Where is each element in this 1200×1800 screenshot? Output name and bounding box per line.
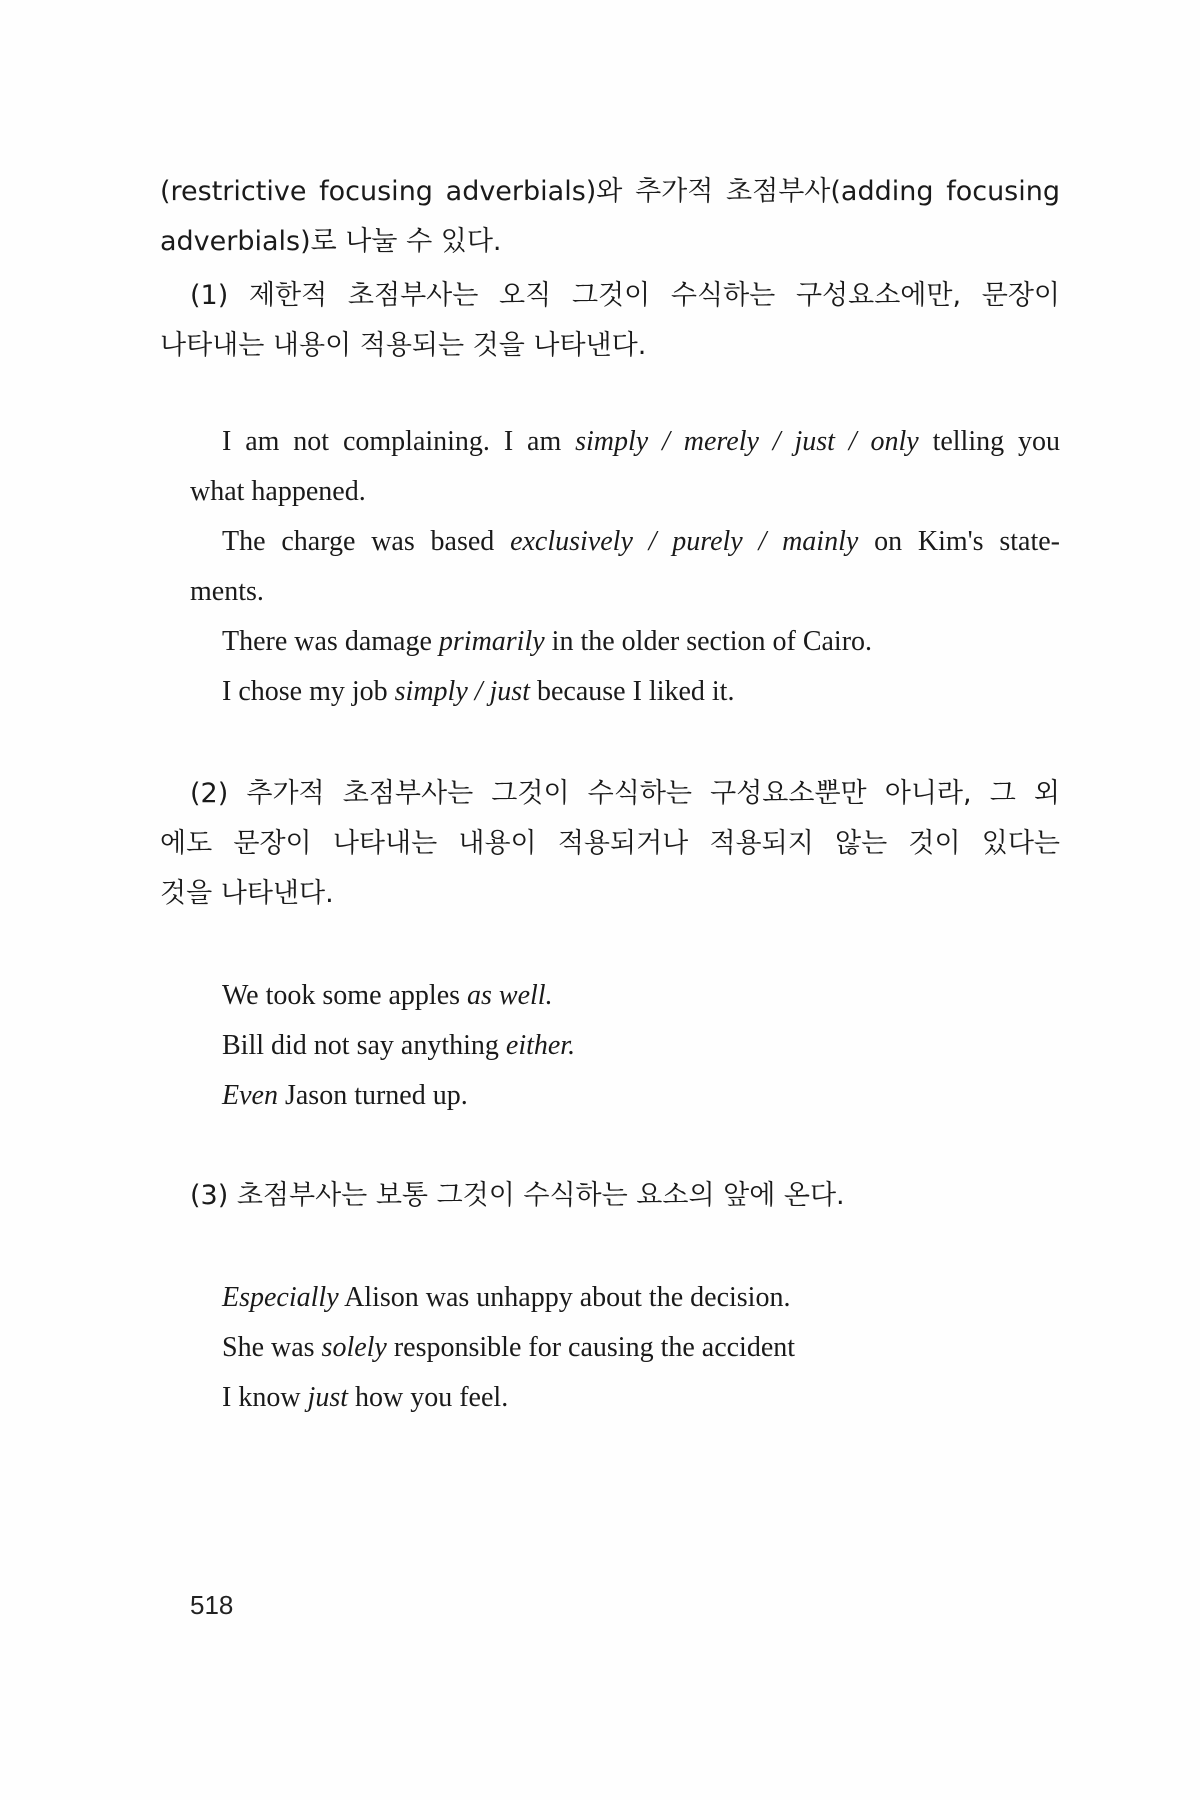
example-text: telling you bbox=[918, 426, 1061, 457]
focusing-adverb: solely bbox=[321, 1332, 387, 1363]
example-text: on Kim's state- bbox=[858, 526, 1060, 557]
focusing-adverb: simply / merely / just / only bbox=[575, 426, 919, 457]
focusing-adverb: Especially bbox=[222, 1282, 339, 1313]
example-1-1 bbox=[222, 422, 1060, 462]
focusing-adverb: Even bbox=[222, 1080, 278, 1111]
focusing-adverb: either. bbox=[505, 1030, 576, 1061]
example-3-1 bbox=[222, 1278, 790, 1318]
section-2-line-1: (2) 추가적 초점부사는 그것이 수식하는 구성요소뿐만 아니라, 그 외 bbox=[190, 778, 1060, 809]
example-1-1-continuation: what happened. bbox=[190, 476, 366, 507]
intro-line-2: adverbials)로 나눌 수 있다. bbox=[160, 226, 502, 257]
example-text: We took some apples bbox=[222, 980, 468, 1011]
example-1-2-continuation: ments. bbox=[190, 576, 264, 607]
intro-line-1: (restrictive focusing adverbials)와 추가적 초점부사(adding focusing bbox=[160, 176, 1060, 207]
example-3-3 bbox=[222, 1378, 508, 1418]
example-2-2 bbox=[222, 1026, 575, 1066]
example-text: how you feel. bbox=[348, 1382, 509, 1413]
example-text: Bill did not say anything bbox=[222, 1030, 506, 1061]
example-text: Jason turned up. bbox=[277, 1080, 468, 1111]
example-2-1 bbox=[222, 976, 553, 1016]
example-text: I know bbox=[222, 1382, 308, 1413]
focusing-adverb: just bbox=[307, 1382, 349, 1413]
example-1-3 bbox=[222, 622, 872, 662]
example-text: She was bbox=[222, 1332, 322, 1363]
example-text: I am not complaining. I am bbox=[222, 426, 576, 457]
example-1-2 bbox=[222, 522, 1060, 562]
example-3-2 bbox=[222, 1328, 795, 1368]
focusing-adverb: primarily bbox=[438, 626, 545, 657]
focusing-adverb: as well. bbox=[467, 980, 553, 1011]
example-text: Alison was unhappy about the decision. bbox=[338, 1282, 791, 1313]
section-2-line-2: 에도 문장이 나타내는 내용이 적용되거나 적용되지 않는 것이 있다는 bbox=[160, 828, 1060, 859]
section-2-line-3: 것을 나타낸다. bbox=[160, 878, 334, 909]
example-2-3 bbox=[222, 1076, 468, 1116]
section-3-line-1: (3) 초점부사는 보통 그것이 수식하는 요소의 앞에 온다. bbox=[190, 1180, 845, 1211]
example-text: I chose my job bbox=[222, 676, 395, 707]
example-text: There was damage bbox=[222, 626, 439, 657]
example-text: in the older section of Cairo. bbox=[544, 626, 873, 657]
focusing-adverb: exclusively / purely / mainly bbox=[510, 526, 859, 557]
section-1-line-2: 나타내는 내용이 적용되는 것을 나타낸다. bbox=[160, 330, 647, 361]
example-1-4 bbox=[222, 672, 734, 712]
example-text: The charge was based bbox=[222, 526, 511, 557]
page-number: 518 bbox=[190, 1590, 234, 1620]
focusing-adverb: simply / just bbox=[394, 676, 530, 707]
example-text: responsible for causing the accident bbox=[386, 1332, 796, 1363]
example-text: because I liked it. bbox=[529, 676, 735, 707]
section-1-line-1: (1) 제한적 초점부사는 오직 그것이 수식하는 구성요소에만, 문장이 bbox=[190, 280, 1060, 311]
